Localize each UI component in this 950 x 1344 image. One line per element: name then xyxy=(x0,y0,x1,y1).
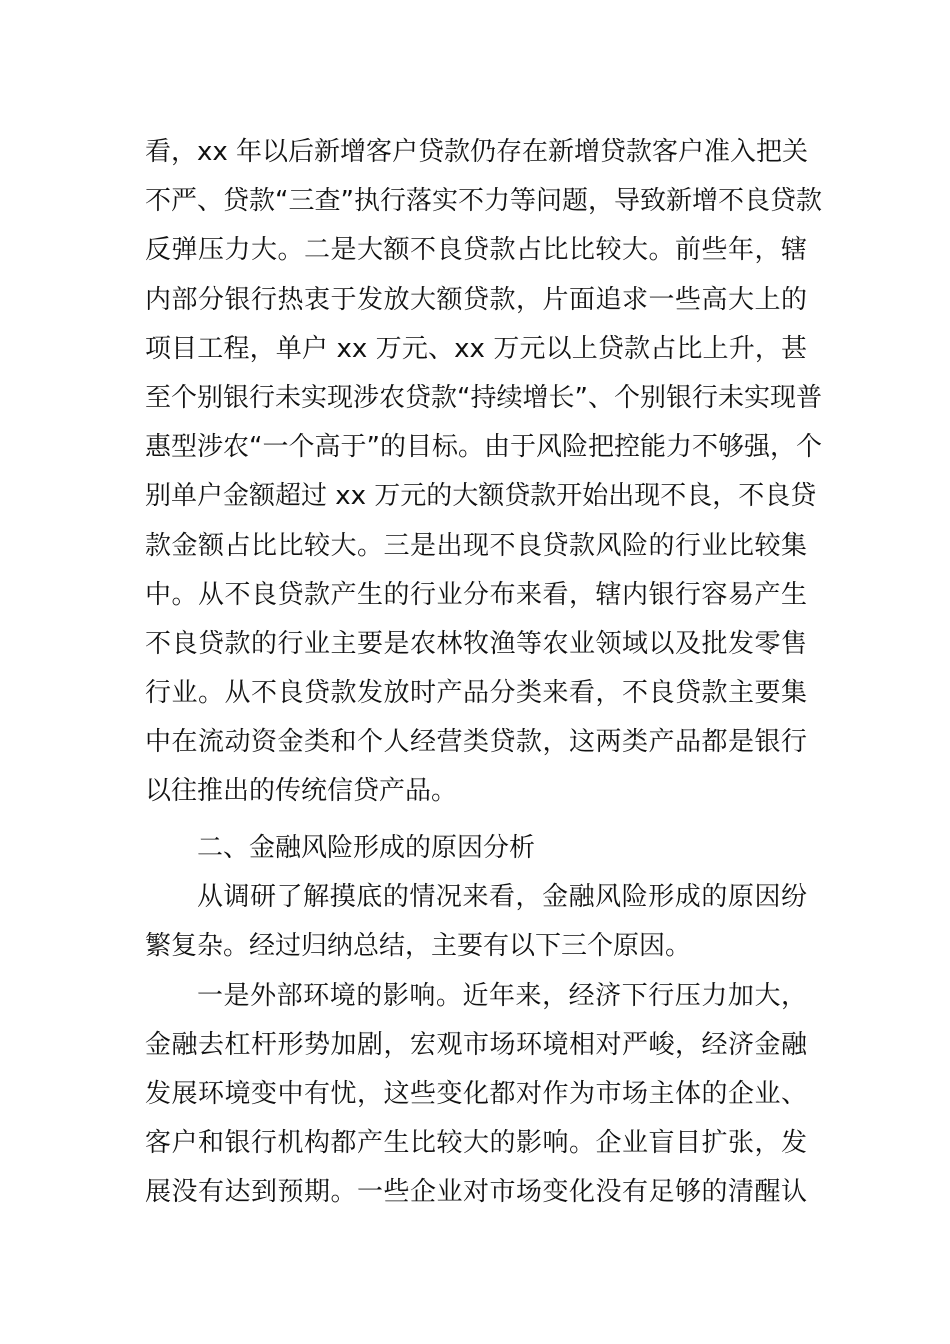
paragraph-line: 中。从不良贷款产生的行业分布来看，辖内银行容易产生 xyxy=(145,579,807,610)
paragraph-loan-risk xyxy=(145,128,822,817)
paragraph-line: 内部分银行热衷于发放大额贷款，片面追求一些高大上的 xyxy=(145,284,807,315)
paragraph-line: 以往推出的传统信贷产品。 xyxy=(145,776,458,807)
paragraph-line: 一是外部环境的影响。近年来，经济下行压力加大， xyxy=(197,980,807,1011)
paragraph-line: 从调研了解摸底的情况来看，金融风险形成的原因纷 xyxy=(197,882,807,913)
section-heading: 二、金融风险形成的原因分析 xyxy=(197,833,536,863)
paragraph-line: 行业。从不良贷款发放时产品分类来看，不良贷款主要集 xyxy=(145,678,807,709)
paragraph-line: 展没有达到预期。一些企业对市场变化没有足够的清醒认 xyxy=(145,1177,807,1208)
section-causes xyxy=(145,824,807,1218)
paragraph-line: 金融去杠杆形势加剧，宏观市场环境相对严峻，经济金融 xyxy=(145,1029,807,1060)
paragraph-line: 反弹压力大。二是大额不良贷款占比比较大。前些年，辖 xyxy=(145,235,807,266)
paragraph-line: 惠型涉农“一个高于”的目标。由于风险把控能力不够强，个 xyxy=(145,432,822,463)
paragraph-line: 看，xx 年以后新增客户贷款仍存在新增贷款客户准入把关 xyxy=(145,137,809,167)
paragraph-line: 繁复杂。经过归纳总结，主要有以下三个原因。 xyxy=(145,931,692,962)
paragraph-line: 款金额占比比较大。三是出现不良贷款风险的行业比较集 xyxy=(145,530,807,561)
paragraph-line: 发展环境变中有忧，这些变化都对作为市场主体的企业、 xyxy=(145,1078,807,1109)
paragraph-line: 不严、贷款“三查”执行落实不力等问题，导致新增不良贷款 xyxy=(145,186,822,217)
paragraph-line: 客户和银行机构都产生比较大的影响。企业盲目扩张，发 xyxy=(145,1128,807,1159)
paragraph-line: 中在流动资金类和个人经营类贷款，这两类产品都是银行 xyxy=(145,727,807,758)
paragraph-line: 不良贷款的行业主要是农林牧渔等农业领域以及批发零售 xyxy=(145,628,807,659)
paragraph-line: 项目工程，单户 xx 万元、xx 万元以上贷款占比上升，甚 xyxy=(145,333,807,364)
paragraph-line: 别单户金额超过 xx 万元的大额贷款开始出现不良，不良贷 xyxy=(145,481,817,512)
paragraph-line: 至个别银行未实现涉农贷款“持续增长”、个别银行未实现普 xyxy=(145,382,822,413)
